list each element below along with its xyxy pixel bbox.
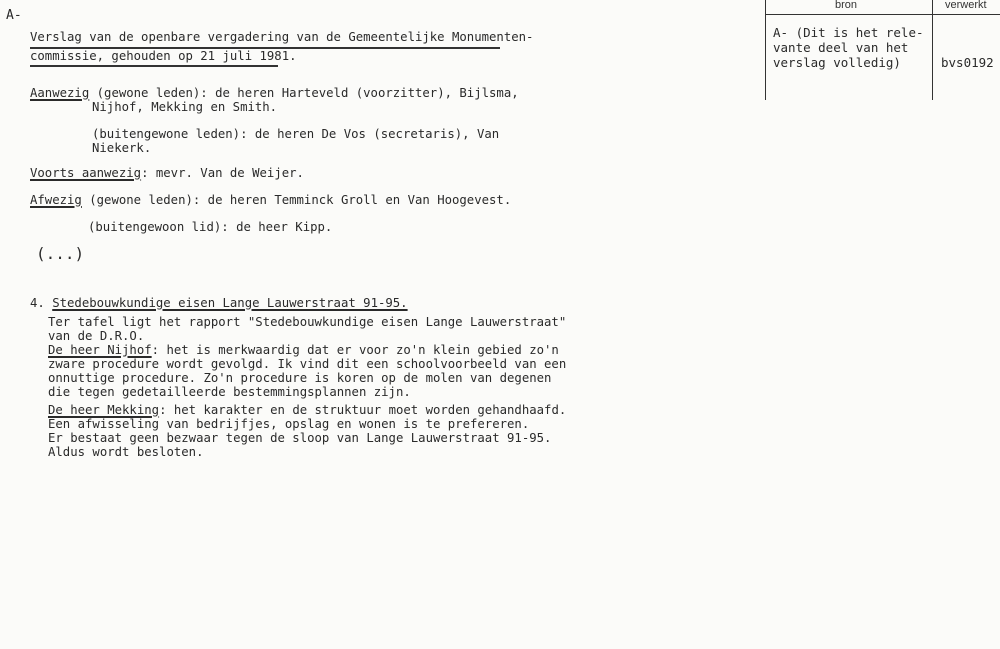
table-border-left (765, 0, 766, 100)
paragraph-line: Een afwisseling van bedrijfjes, opslag en wonen is te prefereren. (48, 417, 530, 431)
document-title (30, 30, 533, 67)
ellipsis: (...) (36, 244, 85, 263)
bron-line: verslag volledig) (773, 55, 901, 70)
item-number: 4. (30, 296, 45, 310)
bron-line: vante deel van het (773, 40, 909, 55)
present-text: (gewone leden): de heren Harteveld (voorzitter), Bijlsma, (89, 86, 519, 100)
extraordinary-line-2: Niekerk. (92, 141, 152, 155)
paragraph-line: onnuttige procedure. Zo'n procedure is koren op de molen van degenen (48, 371, 552, 385)
paragraph-line: Er bestaat geen bezwaar tegen de sloop van Lange Lauwerstraat 91-95. (48, 431, 552, 445)
paragraph-line: zware procedure wordt gevolgd. Ik vind dit een schoolvoorbeeld van een (48, 357, 567, 371)
page-marker: A- (6, 8, 22, 23)
verwerkt-header: verwerkt (945, 0, 987, 11)
absent-text: (gewone leden): de heren Temminck Groll en Van Hoogevest. (81, 193, 512, 207)
verwerkt-cell: bvs0192 (941, 55, 994, 70)
item-title: Stedebouwkundige eisen Lange Lauwerstraat 91-95. (52, 296, 408, 310)
extraordinary-line-1: (buitengewone leden): de heren De Vos (secretaris), Van (92, 127, 500, 141)
present-label: Aanwezig (30, 86, 90, 100)
mekking-text: : het karakter en de struktuur moet worden gehandhaafd. (159, 403, 567, 417)
title-line-2: commissie, gehouden op 21 juli 1981. (30, 48, 297, 63)
source-table (765, 0, 1000, 100)
bron-line: A- (Dit is het rele- (773, 25, 924, 40)
bron-header: bron (835, 0, 858, 11)
speaker-nijhof: De heer Nijhof (48, 343, 152, 357)
present-line-2: Nijhof, Mekking en Smith. (92, 100, 278, 114)
bron-cell (773, 25, 933, 70)
also-present-text: : mevr. Van de Weijer. (141, 166, 304, 180)
absent-extra-line: (buitengewoon lid): de heer Kipp. (88, 220, 333, 234)
absent-label: Afwezig (30, 193, 82, 207)
item-4-heading (30, 296, 408, 311)
title-line-1: Verslag van de openbare vergadering van de Gemeentelijke Monumenten- (30, 30, 534, 44)
also-present-line (30, 166, 304, 181)
table-header-rule (765, 14, 1000, 15)
nijhof-line-1 (48, 343, 559, 358)
nijhof-text: : het is merkwaardig dat er voor zo'n klein gebied zo'n (151, 343, 559, 357)
present-line-1 (30, 86, 519, 101)
paragraph-line: van de D.R.O. (48, 329, 145, 343)
absent-line (30, 193, 511, 208)
also-present-label: Voorts aanwezig (30, 166, 142, 180)
mekking-line-1 (48, 403, 566, 418)
title-underline-2 (30, 65, 278, 67)
paragraph-line: Aldus wordt besloten. (48, 445, 204, 459)
speaker-mekking: De heer Mekking (48, 403, 160, 417)
paragraph-line: die tegen gedetailleerde bestemmingsplannen zijn. (48, 385, 411, 399)
paragraph-line: Ter tafel ligt het rapport "Stedebouwkundige eisen Lange Lauwerstraat" (48, 315, 567, 329)
